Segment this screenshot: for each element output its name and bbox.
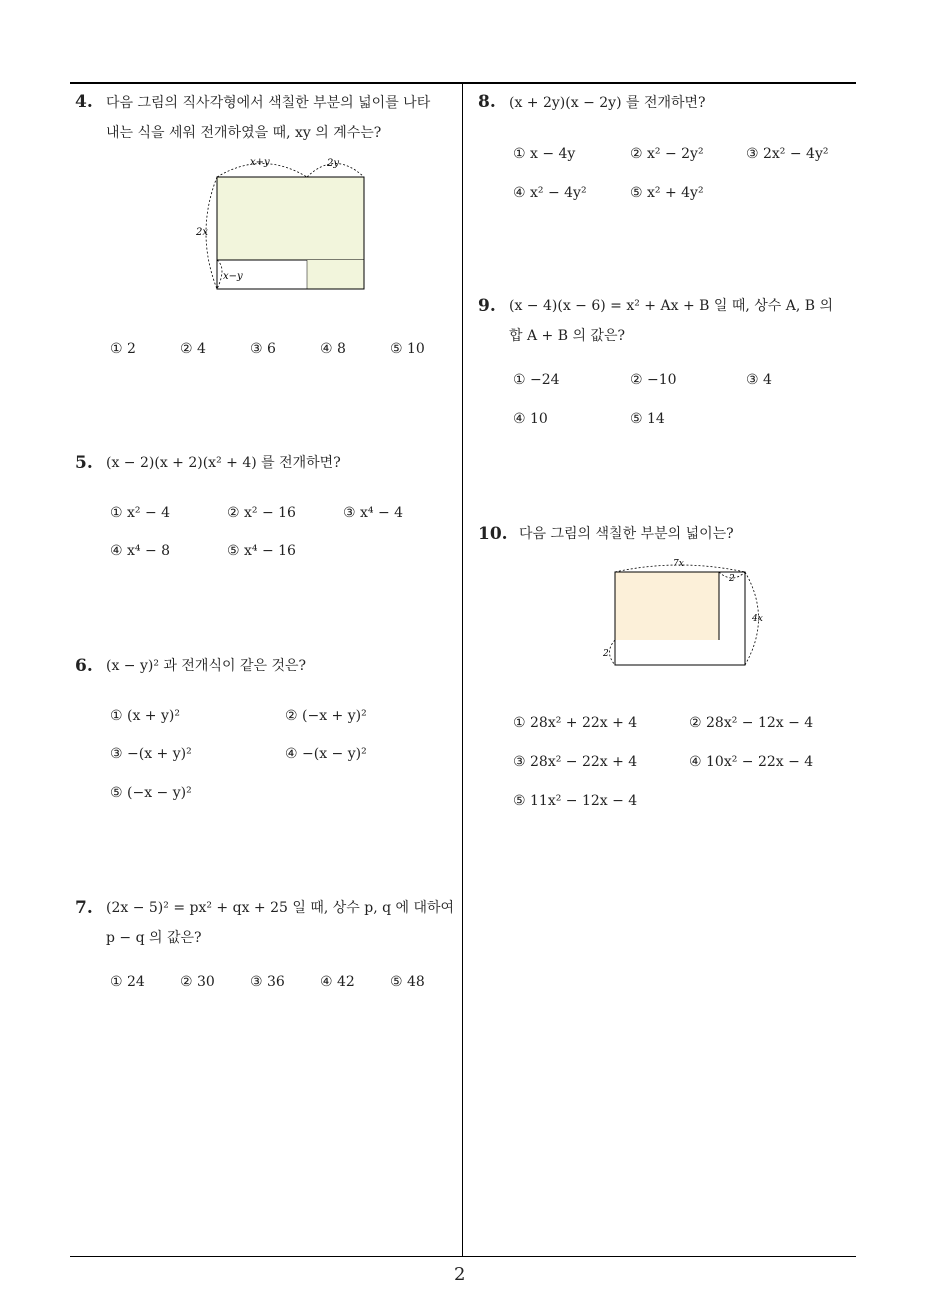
choice-2[interactable]: ② 4: [180, 341, 206, 357]
rectangle-figure-q10: [600, 552, 775, 677]
choice-2[interactable]: ② −10: [630, 372, 677, 388]
question-line: (x − 2)(x + 2)(x² + 4) 를 전개하면?: [106, 455, 341, 471]
choice-2[interactable]: ② 30: [180, 974, 215, 990]
question-line: p − q 의 값은?: [106, 930, 202, 946]
question-number: 4.: [75, 92, 93, 112]
question-line: (x − y)² 과 전개식이 같은 것은?: [106, 658, 306, 674]
choice-1[interactable]: ① −24: [513, 372, 560, 388]
question-number: 5.: [75, 453, 93, 473]
choice-3[interactable]: ③ 28x² − 22x + 4: [513, 754, 638, 770]
choice-1[interactable]: ① 28x² + 22x + 4: [513, 715, 638, 731]
question-text: [509, 88, 706, 118]
question-number: 6.: [75, 656, 93, 676]
choice-2[interactable]: ② x² − 16: [227, 505, 296, 521]
page-number: 2: [454, 1264, 466, 1285]
choice-1[interactable]: ① x − 4y: [513, 146, 576, 162]
choice-5[interactable]: ⑤ x² + 4y²: [630, 185, 704, 201]
question-number: 8.: [478, 92, 496, 112]
question-text: [106, 651, 306, 681]
choice-1[interactable]: ① (x + y)²: [110, 708, 180, 724]
choice-5[interactable]: ⑤ (−x − y)²: [110, 785, 192, 801]
choice-4[interactable]: ④ −(x − y)²: [285, 746, 367, 762]
choice-5[interactable]: ⑤ 10: [390, 341, 425, 357]
question-line: 합 A + B 의 값은?: [509, 328, 625, 344]
question-text: [509, 291, 833, 351]
label-top: 7x: [673, 559, 684, 569]
label-top-left: x+y: [250, 157, 270, 168]
shaded-region: [615, 572, 719, 640]
question-text: [106, 448, 341, 478]
question-line: 다음 그림의 색칠한 부분의 넓이는?: [519, 526, 734, 542]
choice-3[interactable]: ③ 4: [746, 372, 772, 388]
choice-5[interactable]: ⑤ x⁴ − 16: [227, 543, 296, 559]
rectangle-figure-q4: [190, 150, 380, 300]
dimension-arc: [217, 260, 222, 289]
choice-2[interactable]: ② 28x² − 12x − 4: [689, 715, 814, 731]
question-number: 7.: [75, 898, 93, 918]
choice-1[interactable]: ① x² − 4: [110, 505, 171, 521]
choice-4[interactable]: ④ 8: [320, 341, 346, 357]
question-line: 내는 식을 세워 전개하였을 때, xy 의 계수는?: [106, 125, 382, 141]
question-number: 10.: [478, 524, 508, 544]
label-inner: x−y: [223, 271, 243, 282]
label-left: 2: [603, 649, 609, 659]
question-line: (x + 2y)(x − 2y) 를 전개하면?: [509, 95, 706, 111]
choice-5[interactable]: ⑤ 48: [390, 974, 425, 990]
choice-4[interactable]: ④ x² − 4y²: [513, 185, 587, 201]
bottom-rule: [70, 1256, 856, 1257]
choice-4[interactable]: ④ 10: [513, 411, 548, 427]
choice-1[interactable]: ① 24: [110, 974, 145, 990]
label-top-right: 2y: [327, 158, 340, 169]
choice-5[interactable]: ⑤ 11x² − 12x − 4: [513, 793, 638, 809]
choice-3[interactable]: ③ 6: [250, 341, 276, 357]
choice-3[interactable]: ③ 2x² − 4y²: [746, 146, 829, 162]
question-text: [106, 88, 430, 148]
choice-4[interactable]: ④ x⁴ − 8: [110, 543, 171, 559]
choice-4[interactable]: ④ 10x² − 22x − 4: [689, 754, 814, 770]
top-rule: [70, 82, 856, 84]
choice-3[interactable]: ③ −(x + y)²: [110, 746, 192, 762]
column-divider: [462, 84, 463, 1256]
choice-2[interactable]: ② x² − 2y²: [630, 146, 704, 162]
question-number: 9.: [478, 296, 496, 316]
shaded-region: [307, 260, 364, 289]
choice-2[interactable]: ② (−x + y)²: [285, 708, 367, 724]
choice-1[interactable]: ① 2: [110, 341, 136, 357]
shaded-region: [217, 177, 364, 260]
question-line: (2x − 5)² = px² + qx + 25 일 때, 상수 p, q 에 대하여: [106, 900, 455, 916]
label-top-right: 2: [729, 574, 735, 584]
question-line: 다음 그림의 직사각형에서 색칠한 부분의 넓이를 나타: [106, 95, 431, 111]
question-text: [519, 519, 734, 549]
choice-5[interactable]: ⑤ 14: [630, 411, 665, 427]
question-text: [106, 893, 454, 953]
label-left: 2x: [196, 227, 209, 238]
dimension-arc: [610, 640, 616, 665]
question-line: (x − 4)(x − 6) = x² + Ax + B 일 때, 상수 A, B 의: [509, 298, 834, 314]
label-right: 4x: [752, 614, 763, 624]
choice-3[interactable]: ③ 36: [250, 974, 285, 990]
choice-3[interactable]: ③ x⁴ − 4: [343, 505, 404, 521]
choice-4[interactable]: ④ 42: [320, 974, 355, 990]
